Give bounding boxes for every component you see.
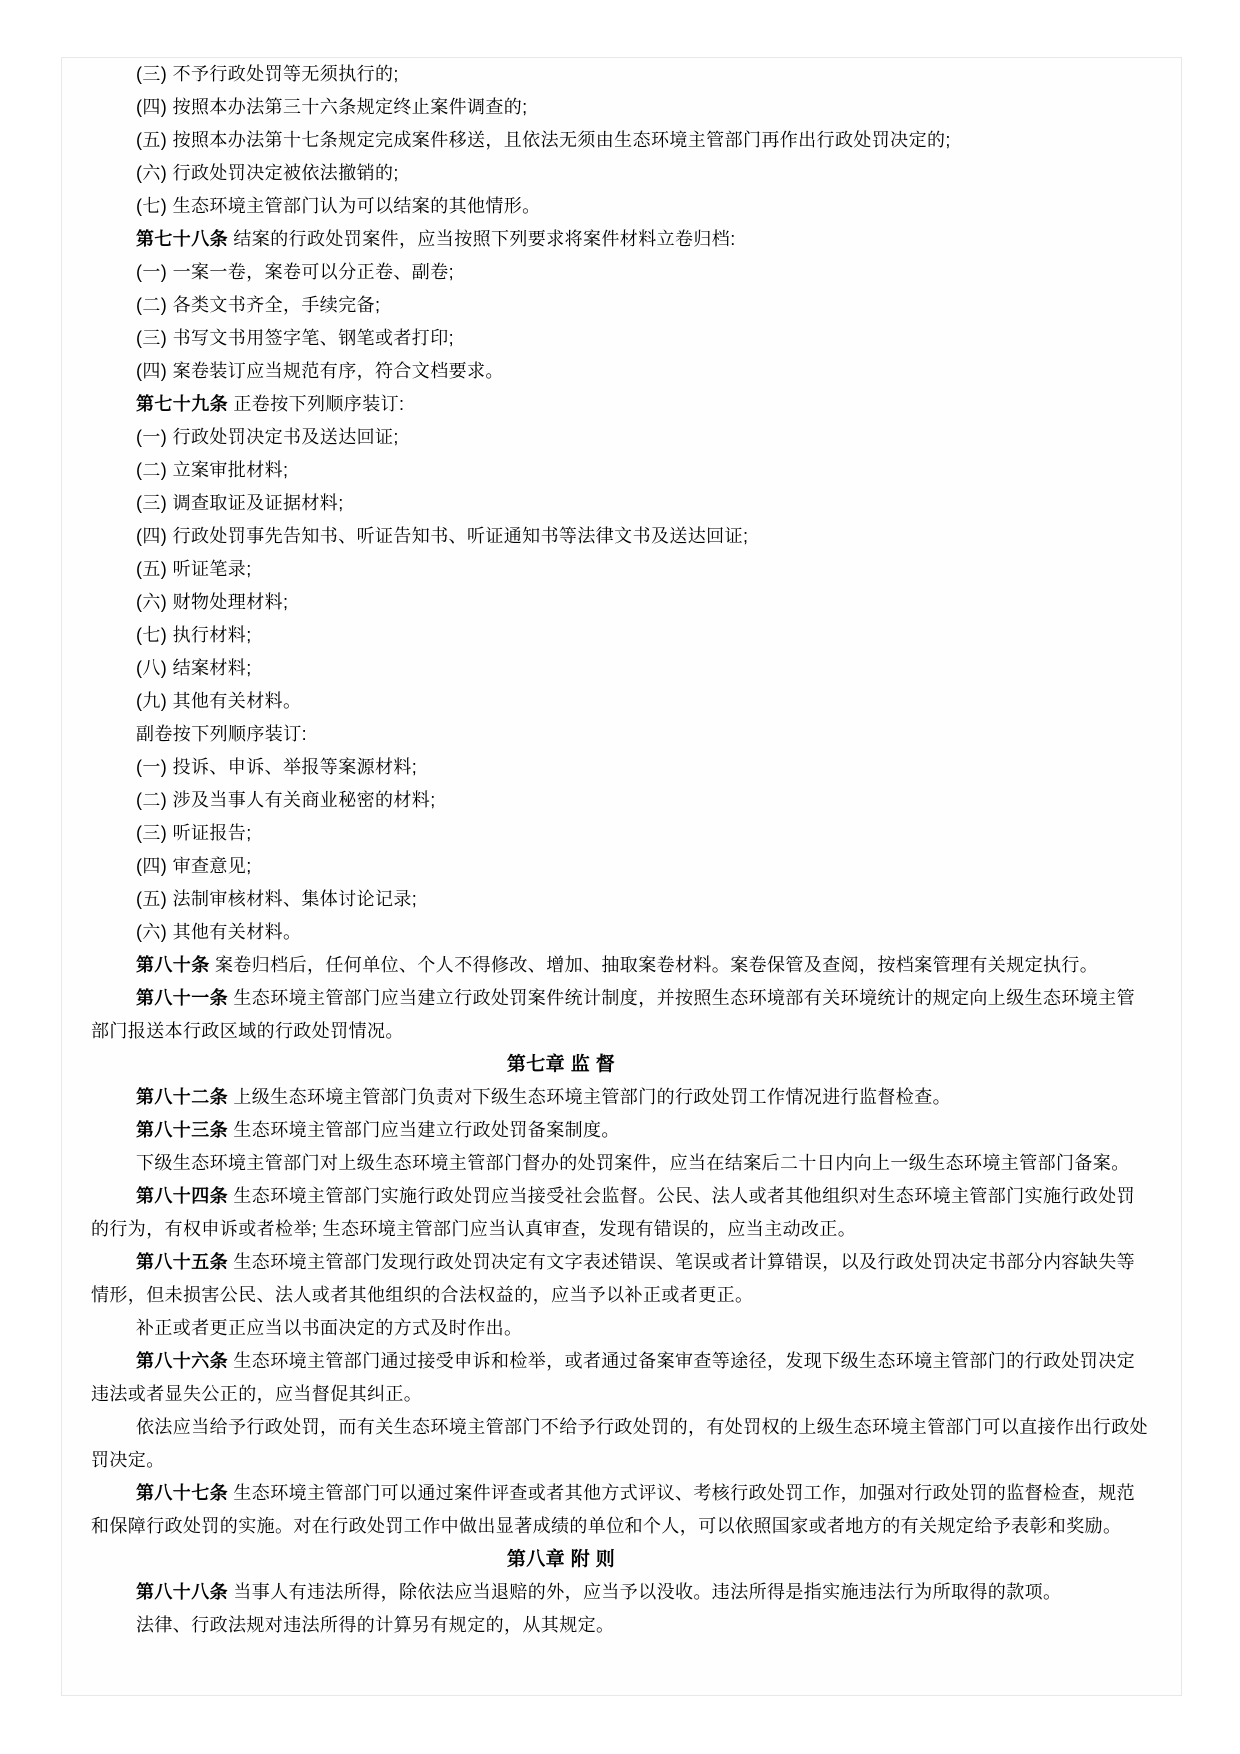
list-item-paragraph: (六) 行政处罚决定被依法撤销的;	[136, 163, 399, 183]
article-number: 第八十四条	[136, 1186, 228, 1206]
body-paragraph: 依法应当给予行政处罚，而有关生态环境主管部门不给予行政处罚的，有处罚权的上级生态环境主管部门可以直接作出行政处罚决定。	[91, 1417, 1148, 1470]
article-paragraph: 第七十八条 结案的行政处罚案件，应当按照下列要求将案件材料立卷归档:	[136, 229, 736, 249]
article-number: 第八十五条	[136, 1252, 228, 1272]
list-item-paragraph: (一) 一案一卷，案卷可以分正卷、副卷;	[136, 262, 454, 282]
article-number: 第七十八条	[136, 229, 228, 249]
article-paragraph: 第八十一条 生态环境主管部门应当建立行政处罚案件统计制度，并按照生态环境部有关环境统计的规定向上级生态环境主管部门报送本行政区域的行政处罚情况。	[91, 988, 1135, 1041]
body-paragraph: 副卷按下列顺序装订:	[136, 724, 307, 744]
list-item-paragraph: (四) 行政处罚事先告知书、听证告知书、听证通知书等法律文书及送达回证;	[136, 526, 749, 546]
list-item-paragraph: (五) 法制审核材料、集体讨论记录;	[136, 889, 418, 909]
list-item-paragraph: (五) 听证笔录;	[136, 559, 252, 579]
list-item-paragraph: (二) 涉及当事人有关商业秘密的材料;	[136, 790, 436, 810]
article-paragraph: 第八十五条 生态环境主管部门发现行政处罚决定有文字表述错误、笔误或者计算错误，以及行政处罚决定书部分内容缺失等情形，但未损害公民、法人或者其他组织的合法权益的，应当予以补正或者更正。	[91, 1252, 1135, 1305]
article-number: 第八十条	[136, 955, 210, 975]
article-number: 第八十八条	[136, 1582, 228, 1602]
list-item-paragraph: (二) 各类文书齐全，手续完备;	[136, 295, 381, 315]
list-item-paragraph: (八) 结案材料;	[136, 658, 252, 678]
article-paragraph: 第八十条 案卷归档后，任何单位、个人不得修改、增加、抽取案卷材料。案卷保管及查阅，按档案管理有关规定执行。	[136, 955, 1099, 975]
article-paragraph: 第八十三条 生态环境主管部门应当建立行政处罚备案制度。	[136, 1120, 620, 1140]
list-item-paragraph: (四) 审查意见;	[136, 856, 252, 876]
document-body	[62, 58, 1181, 1695]
body-paragraph: 下级生态环境主管部门对上级生态环境主管部门督办的处罚案件，应当在结案后二十日内向上一级生态环境主管部门备案。	[136, 1153, 1130, 1173]
article-number: 第八十一条	[136, 988, 228, 1008]
body-paragraph: 法律、行政法规对违法所得的计算另有规定的，从其规定。	[136, 1615, 615, 1635]
article-paragraph: 第八十八条 当事人有违法所得，除依法应当退赔的外，应当予以没收。违法所得是指实施违法行为所取得的款项。	[136, 1582, 1062, 1602]
list-item-paragraph: (五) 按照本办法第十七条规定完成案件移送，且依法无须由生态环境主管部门再作出行政处罚决定的;	[136, 130, 951, 150]
list-item-paragraph: (四) 按照本办法第三十六条规定终止案件调查的;	[136, 97, 528, 117]
article-number: 第八十三条	[136, 1120, 228, 1140]
body-paragraph: 补正或者更正应当以书面决定的方式及时作出。	[136, 1318, 523, 1338]
article-paragraph: 第七十九条 正卷按下列顺序装订:	[136, 394, 405, 414]
list-item-paragraph: (一) 投诉、申诉、举报等案源材料;	[136, 757, 418, 777]
list-item-paragraph: (四) 案卷装订应当规范有序，符合文档要求。	[136, 361, 504, 381]
list-item-paragraph: (六) 其他有关材料。	[136, 922, 302, 942]
list-item-paragraph: (三) 书写文书用签字笔、钢笔或者打印;	[136, 328, 454, 348]
list-item-paragraph: (六) 财物处理材料;	[136, 592, 289, 612]
article-paragraph: 第八十七条 生态环境主管部门可以通过案件评查或者其他方式评议、考核行政处罚工作，加强对行政处罚的监督检查，规范和保障行政处罚的实施。对在行政处罚工作中做出显著成绩的单位和个人，可以依照国家或者地方的有关规定给予表彰和奖励。	[91, 1483, 1135, 1536]
article-paragraph: 第八十六条 生态环境主管部门通过接受申诉和检举，或者通过备案审查等途径，发现下级生态环境主管部门的行政处罚决定违法或者显失公正的，应当督促其纠正。	[91, 1351, 1135, 1404]
list-item-paragraph: (二) 立案审批材料;	[136, 460, 289, 480]
article-paragraph: 第八十四条 生态环境主管部门实施行政处罚应当接受社会监督。公民、法人或者其他组织对生态环境主管部门实施行政处罚的行为，有权申诉或者检举; 生态环境主管部门应当认真审查，发现有错误的，应当主动改正。	[91, 1186, 1135, 1239]
list-item-paragraph: (七) 生态环境主管部门认为可以结案的其他情形。	[136, 196, 541, 216]
chapter-heading: 第八章 附 则	[506, 1549, 616, 1570]
article-number: 第八十七条	[136, 1483, 228, 1503]
list-item-paragraph: (三) 调查取证及证据材料;	[136, 493, 344, 513]
article-number: 第八十二条	[136, 1087, 228, 1107]
article-number: 第七十九条	[136, 394, 228, 414]
list-item-paragraph: (三) 听证报告;	[136, 823, 252, 843]
list-item-paragraph: (七) 执行材料;	[136, 625, 252, 645]
document-page	[61, 57, 1182, 1696]
list-item-paragraph: (一) 行政处罚决定书及送达回证;	[136, 427, 399, 447]
article-paragraph: 第八十二条 上级生态环境主管部门负责对下级生态环境主管部门的行政处罚工作情况进行监督检查。	[136, 1087, 951, 1107]
list-item-paragraph: (三) 不予行政处罚等无须执行的;	[136, 64, 399, 84]
article-number: 第八十六条	[136, 1351, 228, 1371]
list-item-paragraph: (九) 其他有关材料。	[136, 691, 302, 711]
chapter-heading: 第七章 监 督	[506, 1054, 616, 1075]
